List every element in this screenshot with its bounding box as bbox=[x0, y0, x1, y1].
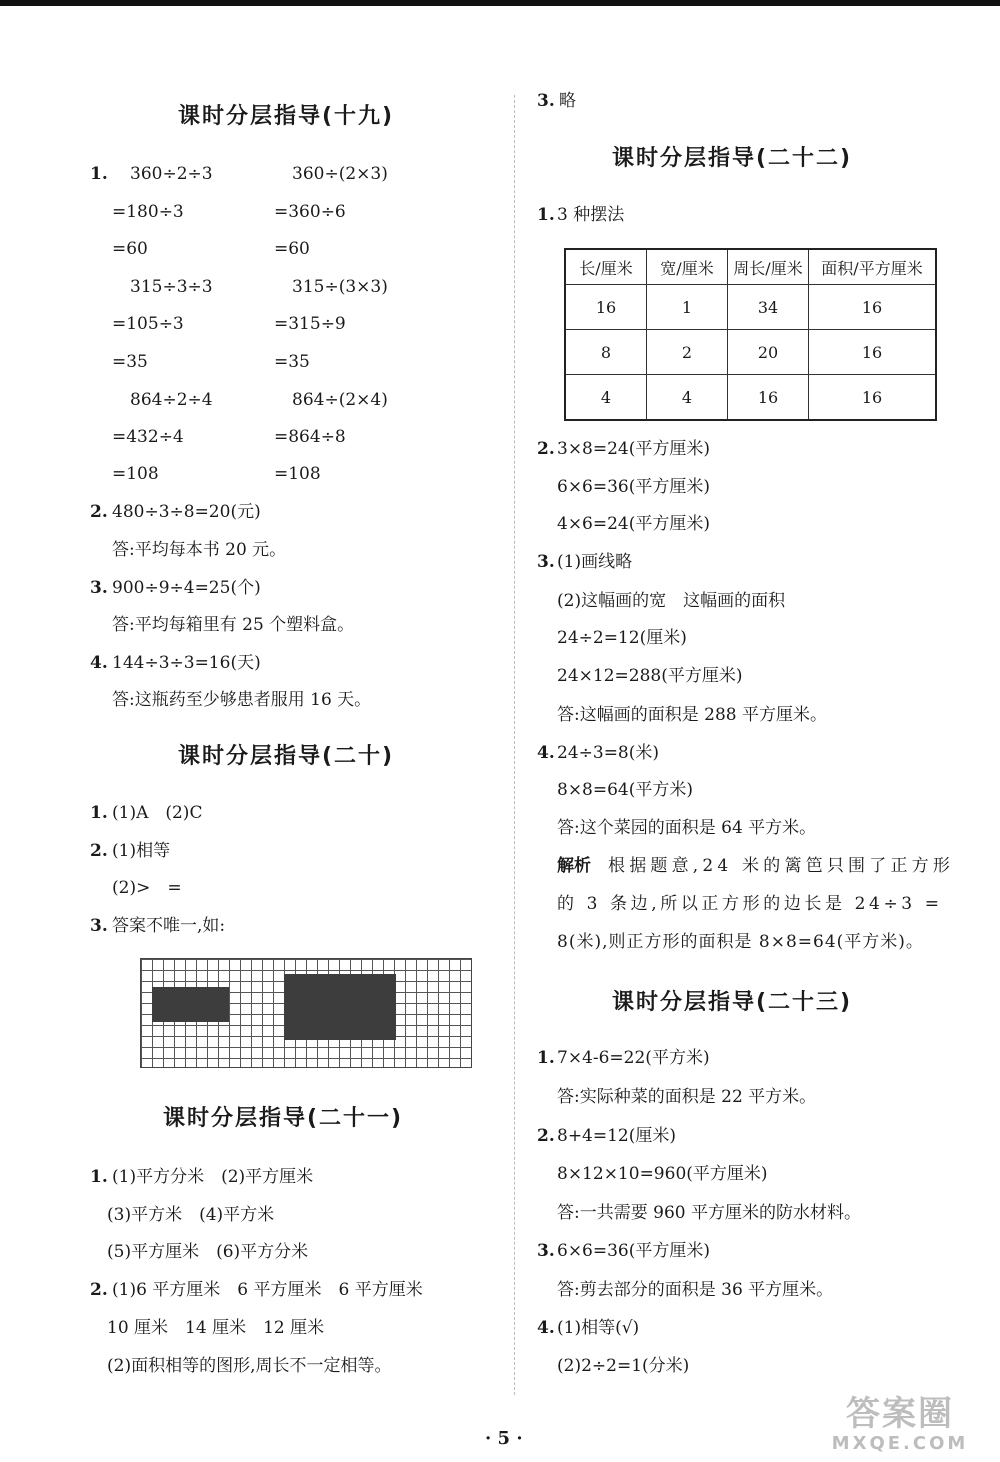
question-number: 1. bbox=[90, 803, 108, 823]
table-row bbox=[565, 285, 936, 330]
answer-line: (2)面积相等的图形,周长不一定相等。 bbox=[107, 1356, 392, 1376]
calc-line: =108 bbox=[112, 464, 159, 484]
section-title-23: 课时分层指导(二十三) bbox=[612, 990, 853, 1015]
section-title-22: 课时分层指导(二十二) bbox=[612, 146, 853, 171]
answer-line: 7×4-6=22(平方米) bbox=[557, 1048, 710, 1068]
answer-line: (2)这幅画的宽 这幅画的面积 bbox=[557, 591, 786, 611]
answer-line: 答:平均每本书 20 元。 bbox=[112, 540, 287, 560]
watermark-url: MXQE.COM bbox=[831, 1433, 969, 1454]
question-number: 2. bbox=[90, 841, 108, 861]
table-cell: 16 bbox=[565, 285, 647, 330]
answer-line: 24÷2=12(厘米) bbox=[557, 628, 687, 648]
answer-line: 6×6=36(平方厘米) bbox=[557, 1241, 711, 1261]
question-number: 3. bbox=[537, 552, 555, 572]
question-number: 4. bbox=[537, 743, 555, 763]
answer-line: 答:这个菜园的面积是 64 平方米。 bbox=[557, 818, 817, 838]
column-divider bbox=[514, 95, 515, 1395]
answer-line: (1)平方分米 (2)平方厘米 bbox=[112, 1167, 314, 1187]
calc-line: =60 bbox=[274, 239, 310, 259]
shaded-rectangle-large bbox=[284, 974, 396, 1040]
answer-line: 答:这瓶药至少够患者服用 16 天。 bbox=[112, 690, 372, 710]
answer-line: (1)画线略 bbox=[557, 552, 633, 572]
analysis-text: 8(米),则正方形的面积是 8×8=64(平方米)。 bbox=[557, 932, 924, 952]
answer-line: (1)相等(√) bbox=[557, 1318, 640, 1338]
table-cell: 16 bbox=[728, 375, 809, 421]
question-number: 1. bbox=[90, 1167, 108, 1187]
answer-line: (2)> = bbox=[112, 878, 182, 898]
question-number: 1. bbox=[90, 164, 108, 184]
table-cell: 34 bbox=[728, 285, 809, 330]
area-grid-figure bbox=[140, 958, 472, 1068]
section-title-19: 课时分层指导(十九) bbox=[178, 104, 395, 129]
answer-line: 10 厘米 14 厘米 12 厘米 bbox=[107, 1318, 325, 1338]
calc-line: =35 bbox=[274, 352, 310, 372]
answer-line: 3×8=24(平方厘米) bbox=[557, 439, 711, 459]
answer-line: 略 bbox=[559, 91, 576, 111]
answer-line: 8×8=64(平方米) bbox=[557, 780, 694, 800]
table-header-row bbox=[565, 249, 936, 285]
watermark-logo-text: 答案圈 bbox=[846, 1394, 954, 1434]
table-cell: 1 bbox=[647, 285, 728, 330]
answer-line: 答:一共需要 960 平方厘米的防水材料。 bbox=[557, 1203, 861, 1223]
analysis-text: 根据题意,24 米的篱笆只围了正方形 bbox=[608, 856, 955, 876]
table-cell: 16 bbox=[809, 330, 937, 375]
calc-line: 360÷2÷3 bbox=[130, 164, 213, 184]
table-cell: 4 bbox=[565, 375, 647, 421]
answer-line: 24÷3=8(米) bbox=[557, 743, 660, 763]
top-border bbox=[0, 0, 1000, 6]
answer-line: 24×12=288(平方厘米) bbox=[557, 666, 743, 686]
answer-line: 答:这幅画的面积是 288 平方厘米。 bbox=[557, 705, 827, 725]
table-row bbox=[565, 330, 936, 375]
answer-line: (1)相等 bbox=[112, 841, 171, 861]
section-title-20: 课时分层指导(二十) bbox=[178, 744, 395, 769]
table-header: 宽/厘米 bbox=[647, 249, 728, 285]
answer-line: 480÷3÷8=20(元) bbox=[112, 502, 261, 522]
question-number: 2. bbox=[90, 502, 108, 522]
answer-line: 答案不唯一,如: bbox=[112, 916, 226, 936]
calc-line: =108 bbox=[274, 464, 321, 484]
calc-line: =315÷9 bbox=[274, 314, 346, 334]
question-number: 1. bbox=[537, 205, 555, 225]
calc-line: 315÷(3×3) bbox=[292, 277, 388, 297]
section-title-21: 课时分层指导(二十一) bbox=[163, 1106, 404, 1131]
calc-line: =360÷6 bbox=[274, 202, 346, 222]
calc-line: =60 bbox=[112, 239, 148, 259]
answer-line: 144÷3÷3=16(天) bbox=[112, 653, 261, 673]
calc-line: =180÷3 bbox=[112, 202, 184, 222]
calc-line: 315÷3÷3 bbox=[130, 277, 213, 297]
table-cell: 2 bbox=[647, 330, 728, 375]
question-number: 4. bbox=[90, 653, 108, 673]
calc-line: =105÷3 bbox=[112, 314, 184, 334]
watermark-logo bbox=[810, 1395, 990, 1457]
question-number: 1. bbox=[537, 1048, 555, 1068]
calc-line: =432÷4 bbox=[112, 427, 184, 447]
question-number: 2. bbox=[537, 439, 555, 459]
answer-line: (5)平方厘米 (6)平方分米 bbox=[107, 1242, 309, 1262]
calc-line: 864÷2÷4 bbox=[130, 390, 213, 410]
question-number: 4. bbox=[537, 1318, 555, 1338]
calc-line: =35 bbox=[112, 352, 148, 372]
table-header: 周长/厘米 bbox=[728, 249, 809, 285]
answer-line: (1)A (2)C bbox=[112, 803, 203, 823]
answer-line: 答:剪去部分的面积是 36 平方厘米。 bbox=[557, 1280, 834, 1300]
table-cell: 8 bbox=[565, 330, 647, 375]
answer-line: 6×6=36(平方厘米) bbox=[557, 477, 711, 497]
question-number: 3. bbox=[90, 916, 108, 936]
answer-line: 答:实际种菜的面积是 22 平方米。 bbox=[557, 1087, 817, 1107]
answer-line: 3 种摆法 bbox=[557, 205, 625, 225]
shaded-rectangle-small bbox=[152, 987, 229, 1022]
answer-line: 答:平均每箱里有 25 个塑料盒。 bbox=[112, 615, 355, 635]
analysis-label: 解析 bbox=[557, 856, 591, 876]
calc-line: =864÷8 bbox=[274, 427, 346, 447]
table-cell: 16 bbox=[809, 285, 937, 330]
question-number: 3. bbox=[90, 578, 108, 598]
answer-line: 4×6=24(平方厘米) bbox=[557, 514, 711, 534]
answer-line: 8×12×10=960(平方厘米) bbox=[557, 1164, 768, 1184]
question-number: 2. bbox=[537, 1126, 555, 1146]
analysis-text: 的 3 条边,所以正方形的边长是 24÷3 = bbox=[557, 894, 943, 914]
question-number: 3. bbox=[537, 91, 555, 111]
rectangle-table bbox=[564, 248, 937, 421]
answer-line: 900÷9÷4=25(个) bbox=[112, 578, 261, 598]
answer-line: (2)2÷2=1(分米) bbox=[557, 1356, 690, 1376]
table-row bbox=[565, 375, 936, 421]
calc-line: 360÷(2×3) bbox=[292, 164, 388, 184]
calc-line: 864÷(2×4) bbox=[292, 390, 388, 410]
question-number: 3. bbox=[537, 1241, 555, 1261]
question-number: 2. bbox=[90, 1280, 108, 1300]
answer-line: (3)平方米 (4)平方米 bbox=[107, 1205, 275, 1225]
table-cell: 20 bbox=[728, 330, 809, 375]
table-cell: 4 bbox=[647, 375, 728, 421]
table-cell: 16 bbox=[809, 375, 937, 421]
page-number: · 5 · bbox=[485, 1428, 523, 1449]
table-header: 长/厘米 bbox=[565, 249, 647, 285]
answer-line: (1)6 平方厘米 6 平方厘米 6 平方厘米 bbox=[112, 1280, 423, 1300]
answer-line: 8+4=12(厘米) bbox=[557, 1126, 677, 1146]
table-header: 面积/平方厘米 bbox=[809, 249, 937, 285]
